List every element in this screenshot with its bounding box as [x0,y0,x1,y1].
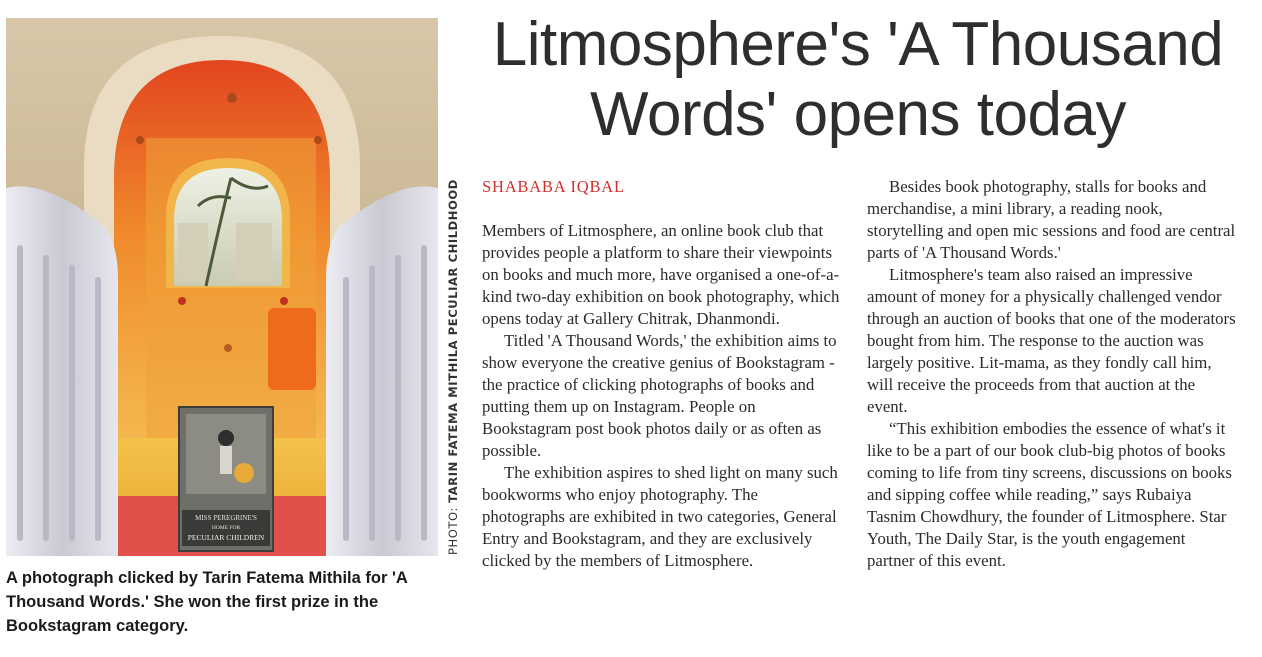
photo-credit-name: TARIN FATEMA MITHILA PECULIAR CHILDHOOD [446,179,460,503]
svg-text:MISS PEREGRINE'S: MISS PEREGRINE'S [195,514,257,522]
paragraph: Besides book photography, stalls for books and merchandise, a mini library, a reading nook, storytelling and open mic sessions and food are central parts of 'A Thousand Words.' [867,177,1236,262]
photo-credit-prefix: PHOTO: [446,507,460,555]
author-byline: SHABABA IQBAL [482,177,625,196]
book-cover [178,406,274,552]
paragraph: Titled 'A Thousand Words,' the exhibition aims to show everyone the creative genius of Bookstagram - the practice of clicking photographs of books and putting them up on Instagram. People on Bookstagram post book photos daily or as often as possible. [482,331,837,460]
photo-credit [446,179,460,555]
paragraph: The exhibition aspires to shed light on many such bookworms who enjoy photography. The photographs are exhibited in two categories, General Entry and Bookstagram, and they are exclusively clicked by the members of Litmosphere. [482,463,838,570]
paragraph: Litmosphere's team also raised an impressive amount of money for a physically challenged vendor through an auction of books that one of the moderators bought from him. The response to the auction was largely positive. Lit-mama, as they fondly call him, will receive the proceeds from that auction at the event. [867,265,1236,416]
article-column-2 [867,176,1237,572]
playhouse-photo-illustration [6,18,438,556]
paragraph: “This exhibition embodies the essence of what's it like to be a part of our book club-big photos of books coming to life from tiny screens, discussions on books and sipping coffee while reading,” says Rubaiya Tasnim Chowdhury, the founder of Litmosphere. Star Youth, The Daily Star, is the youth engagement partner of this event. [867,419,1232,570]
paragraph: Members of Litmosphere, an online book club that provides people a platform to share their viewpoints on books and much more, have organised a one-of-a-kind two-day exhibition on book photography, which opens today at Gallery Chitrak, Dhanmondi. [482,221,840,328]
article-headline: Litmosphere's 'A Thousand Words' opens today [492,10,1224,149]
photo-caption: A photograph clicked by Tarin Fatema Mithila for 'A Thousand Words.' She won the first prize in the Bookstagram category. [6,569,408,635]
article-column-1 [482,220,844,572]
svg-text:PECULIAR CHILDREN: PECULIAR CHILDREN [187,533,265,542]
article-photo [6,18,438,556]
svg-text:HOME FOR: HOME FOR [211,525,241,531]
